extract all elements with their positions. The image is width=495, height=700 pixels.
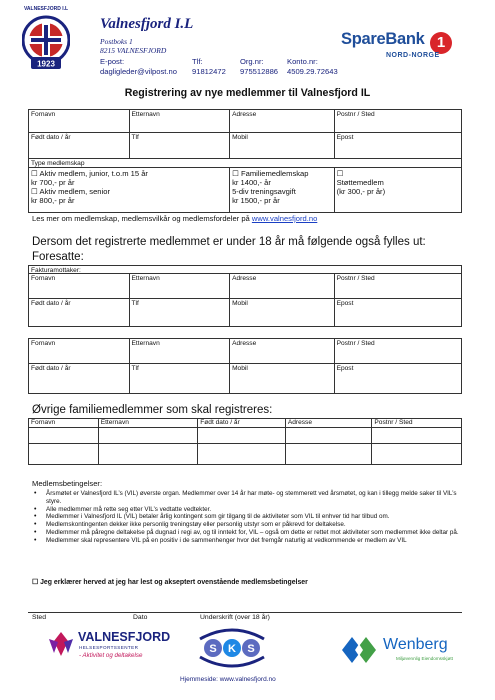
g1-etternavn[interactable]: Etternavn bbox=[130, 274, 231, 298]
g1-fornavn[interactable]: Fornavn bbox=[29, 274, 130, 298]
fam-cell[interactable] bbox=[29, 428, 99, 443]
option-junior[interactable]: ☐ Aktiv medlem, junior, t.o.m 15 år bbox=[31, 169, 148, 178]
wenberg-name: Wenberg bbox=[383, 636, 448, 653]
signature-line bbox=[28, 612, 462, 613]
option-senior[interactable]: ☐ Aktiv medlem, senior bbox=[31, 187, 110, 196]
price-family: kr 1400,- år bbox=[232, 178, 271, 187]
logo-year: 1923 bbox=[37, 59, 55, 69]
g1-epost[interactable]: Epost bbox=[336, 300, 354, 307]
fam-cell[interactable] bbox=[198, 428, 286, 443]
club-name: Valnesfjord I.L bbox=[100, 16, 194, 32]
price-support: (kr 300,- pr år) bbox=[336, 187, 386, 196]
address-line-2: 8215 VALNESFJORD bbox=[100, 46, 167, 55]
membership-col-3 bbox=[335, 168, 461, 212]
valnesfjord-hss-tagline: - Aktivitet og deltakelse bbox=[79, 652, 143, 659]
membership-type-label: Type medlemskap bbox=[31, 160, 85, 167]
bank-sub: NORD-NORGE bbox=[386, 52, 440, 59]
email-label: E-post: bbox=[100, 57, 125, 66]
svg-text:K: K bbox=[228, 643, 236, 655]
g2-etternavn[interactable]: Etternavn bbox=[130, 339, 231, 363]
guardian-2-row-1 bbox=[29, 339, 461, 364]
g2-epost[interactable]: Epost bbox=[336, 365, 354, 372]
bank-name: SpareBank bbox=[341, 30, 425, 48]
field-fodt-dato[interactable]: Født dato / år bbox=[29, 133, 130, 158]
g1-mobil[interactable]: Mobil bbox=[230, 299, 335, 326]
valnesfjord-hss-sub: HELSESPORTSSENTER bbox=[79, 645, 139, 650]
signature-dato: Dato bbox=[133, 614, 148, 621]
term-item: • Medlemskontingenten dekker ikke personlig treningstøy eller personlig utstyr som er påkrevd for deltakelse. bbox=[32, 521, 460, 529]
page-title: Registrering av nye medlemmer til Valnesfjord IL bbox=[124, 87, 371, 99]
field-postnr-sted[interactable]: Postnr / Sted bbox=[336, 111, 375, 118]
terms-title: Medlemsbetingelser: bbox=[32, 479, 103, 488]
declaration-checkbox[interactable]: ☐ Jeg erklærer herved at jeg har lest og akseptert ovenstående medlemsbetingelser bbox=[32, 579, 308, 586]
term-item: • Medlemmer skal representere VIL på en positiv i de sammenhenger hvor det fremgår naturlig at vedkommende er medlem av VIL bbox=[32, 537, 460, 545]
fam-cell[interactable] bbox=[286, 428, 373, 443]
invoice-row bbox=[29, 266, 461, 274]
under-18-heading: Dersom det registrerte medlemmet er under 18 år må følgende også fylles ut: bbox=[32, 236, 426, 248]
valnesfjord-hss-logo-icon bbox=[46, 629, 76, 659]
g2-adresse[interactable]: Adresse bbox=[230, 339, 335, 363]
g1-tlf[interactable]: Tlf bbox=[130, 299, 231, 326]
term-item: • Årsmøtet er Valnesfjord IL’s (VIL) øverste organ. Medlemmer over 14 år har møte- og stemmerett ved årsmøtet, og kan i tillegg melde saker til VIL’s styre. bbox=[32, 490, 460, 506]
support-checkbox[interactable]: ☐ bbox=[336, 169, 344, 178]
valnesfjord-hss-name: VALNESFJORD bbox=[78, 630, 171, 644]
wenberg-sub: Miljøvennlig Eiendomsskjøtt bbox=[396, 656, 453, 661]
terms-list bbox=[32, 490, 460, 545]
note-text: Les mer om medlemskap, medlemsvilkår og medlemsfordeler på bbox=[32, 214, 252, 223]
fam-col-etternavn: Etternavn bbox=[99, 419, 199, 427]
family-header-row bbox=[29, 419, 461, 428]
membership-col-1 bbox=[29, 168, 230, 212]
foresatte-heading: Foresatte: bbox=[32, 251, 84, 263]
fam-cell[interactable] bbox=[99, 428, 199, 443]
club-logo bbox=[22, 12, 70, 72]
fam-col-fornavn: Fornavn bbox=[29, 419, 99, 427]
membership-col-2 bbox=[230, 168, 335, 212]
homepage-link[interactable]: Hjemmeside: www.valnesfjord.no bbox=[180, 676, 276, 683]
svg-text:S: S bbox=[209, 643, 217, 655]
price-training-fee: kr 1500,- pr år bbox=[232, 196, 280, 205]
g1-adresse[interactable]: Adresse bbox=[230, 274, 335, 298]
family-row bbox=[29, 444, 461, 464]
website-link[interactable]: www.valnesfjord.no bbox=[251, 214, 318, 223]
option-support: Støttemedlem bbox=[336, 178, 384, 187]
membership-info-note bbox=[32, 214, 317, 223]
konto-value: 4509.29.72643 bbox=[287, 67, 338, 76]
option-family[interactable]: ☐ Familiemedlemskap bbox=[232, 169, 309, 178]
family-heading: Øvrige familiemedlemmer som skal registreres: bbox=[32, 404, 273, 416]
term-item: • Alle medlemmer må rette seg etter VIL’s vedtatte vedtekter. bbox=[32, 506, 460, 514]
svg-text:S: S bbox=[247, 643, 255, 655]
member-row-2 bbox=[29, 133, 461, 159]
fam-cell[interactable] bbox=[372, 428, 461, 443]
signature-underskrift: Underskrift (over 18 år) bbox=[200, 614, 270, 621]
phone-value: 91812472 bbox=[192, 67, 226, 76]
invoice-label: Fakturamottaker: bbox=[31, 267, 81, 274]
family-table bbox=[28, 418, 462, 465]
org-label: Org.nr: bbox=[240, 57, 264, 66]
signature-sted: Sted bbox=[32, 614, 46, 621]
g2-tlf[interactable]: Tlf bbox=[130, 364, 231, 393]
fam-col-postnr: Postnr / Sted bbox=[374, 419, 413, 426]
bank-number-badge: 1 bbox=[430, 32, 452, 54]
price-senior: kr 800,- pr år bbox=[31, 196, 75, 205]
fam-cell[interactable] bbox=[286, 444, 373, 464]
konto-label: Konto.nr: bbox=[287, 57, 318, 66]
g1-fodt-dato[interactable]: Født dato / år bbox=[29, 299, 130, 326]
sks-logo-icon bbox=[196, 623, 268, 673]
fam-col-adresse: Adresse bbox=[286, 419, 373, 427]
member-row-1 bbox=[29, 110, 461, 133]
phone-label: Tlf: bbox=[192, 57, 203, 66]
term-item: • Medlemmer må påregne deltakelse på dugnad i regi av, og til inntekt for, VIL – også om dette er rettet mot aktiviteter som medlemmet ikke deltar på. bbox=[32, 529, 460, 537]
guardian-2-row-2 bbox=[29, 364, 461, 393]
g2-mobil[interactable]: Mobil bbox=[230, 364, 335, 393]
guardian-1-row-1 bbox=[29, 274, 461, 299]
email-value: dagligleder@vilpost.no bbox=[100, 67, 177, 76]
price-junior: kr 700,- pr år bbox=[31, 178, 75, 187]
org-value: 975512886 bbox=[240, 67, 279, 76]
membership-type-row bbox=[29, 159, 461, 168]
address-line-1: Postboks 1 bbox=[100, 37, 133, 46]
logo-ring-text: VALNESFJORD I.L bbox=[23, 6, 69, 12]
guardian-1-table bbox=[28, 265, 462, 327]
wenberg-logo-icon bbox=[340, 633, 380, 667]
g2-fodt-dato[interactable]: Født dato / år bbox=[29, 364, 130, 393]
fam-col-fodt: Født dato / år bbox=[198, 419, 286, 427]
term-item: • Medlemmer i Valnesfjord IL (VIL) betaler årlig kontingent som gir tilgang til de aktiviteter som VIL til enhver tid har tilbud om. bbox=[32, 513, 460, 521]
fam-cell[interactable] bbox=[198, 444, 286, 464]
guardian-2-table bbox=[28, 338, 462, 394]
field-mobil[interactable]: Mobil bbox=[230, 133, 335, 158]
family-training-fee: 5-div treningsavgift bbox=[232, 187, 296, 196]
fam-cell[interactable] bbox=[29, 444, 99, 464]
guardian-1-row-2 bbox=[29, 299, 461, 326]
membership-options-row bbox=[29, 168, 461, 212]
field-adresse[interactable]: Adresse bbox=[230, 110, 335, 132]
field-etternavn[interactable]: Etternavn bbox=[130, 110, 231, 132]
g2-fornavn[interactable]: Fornavn bbox=[29, 339, 130, 363]
g1-postnr-sted[interactable]: Postnr / Sted bbox=[336, 275, 375, 282]
family-row bbox=[29, 428, 461, 444]
field-fornavn[interactable]: Fornavn bbox=[29, 110, 130, 132]
fam-cell[interactable] bbox=[99, 444, 199, 464]
g2-postnr-sted[interactable]: Postnr / Sted bbox=[336, 340, 375, 347]
field-tlf[interactable]: Tlf bbox=[130, 133, 231, 158]
fam-cell[interactable] bbox=[372, 444, 461, 464]
member-table bbox=[28, 109, 462, 213]
field-epost[interactable]: Epost bbox=[336, 134, 354, 141]
